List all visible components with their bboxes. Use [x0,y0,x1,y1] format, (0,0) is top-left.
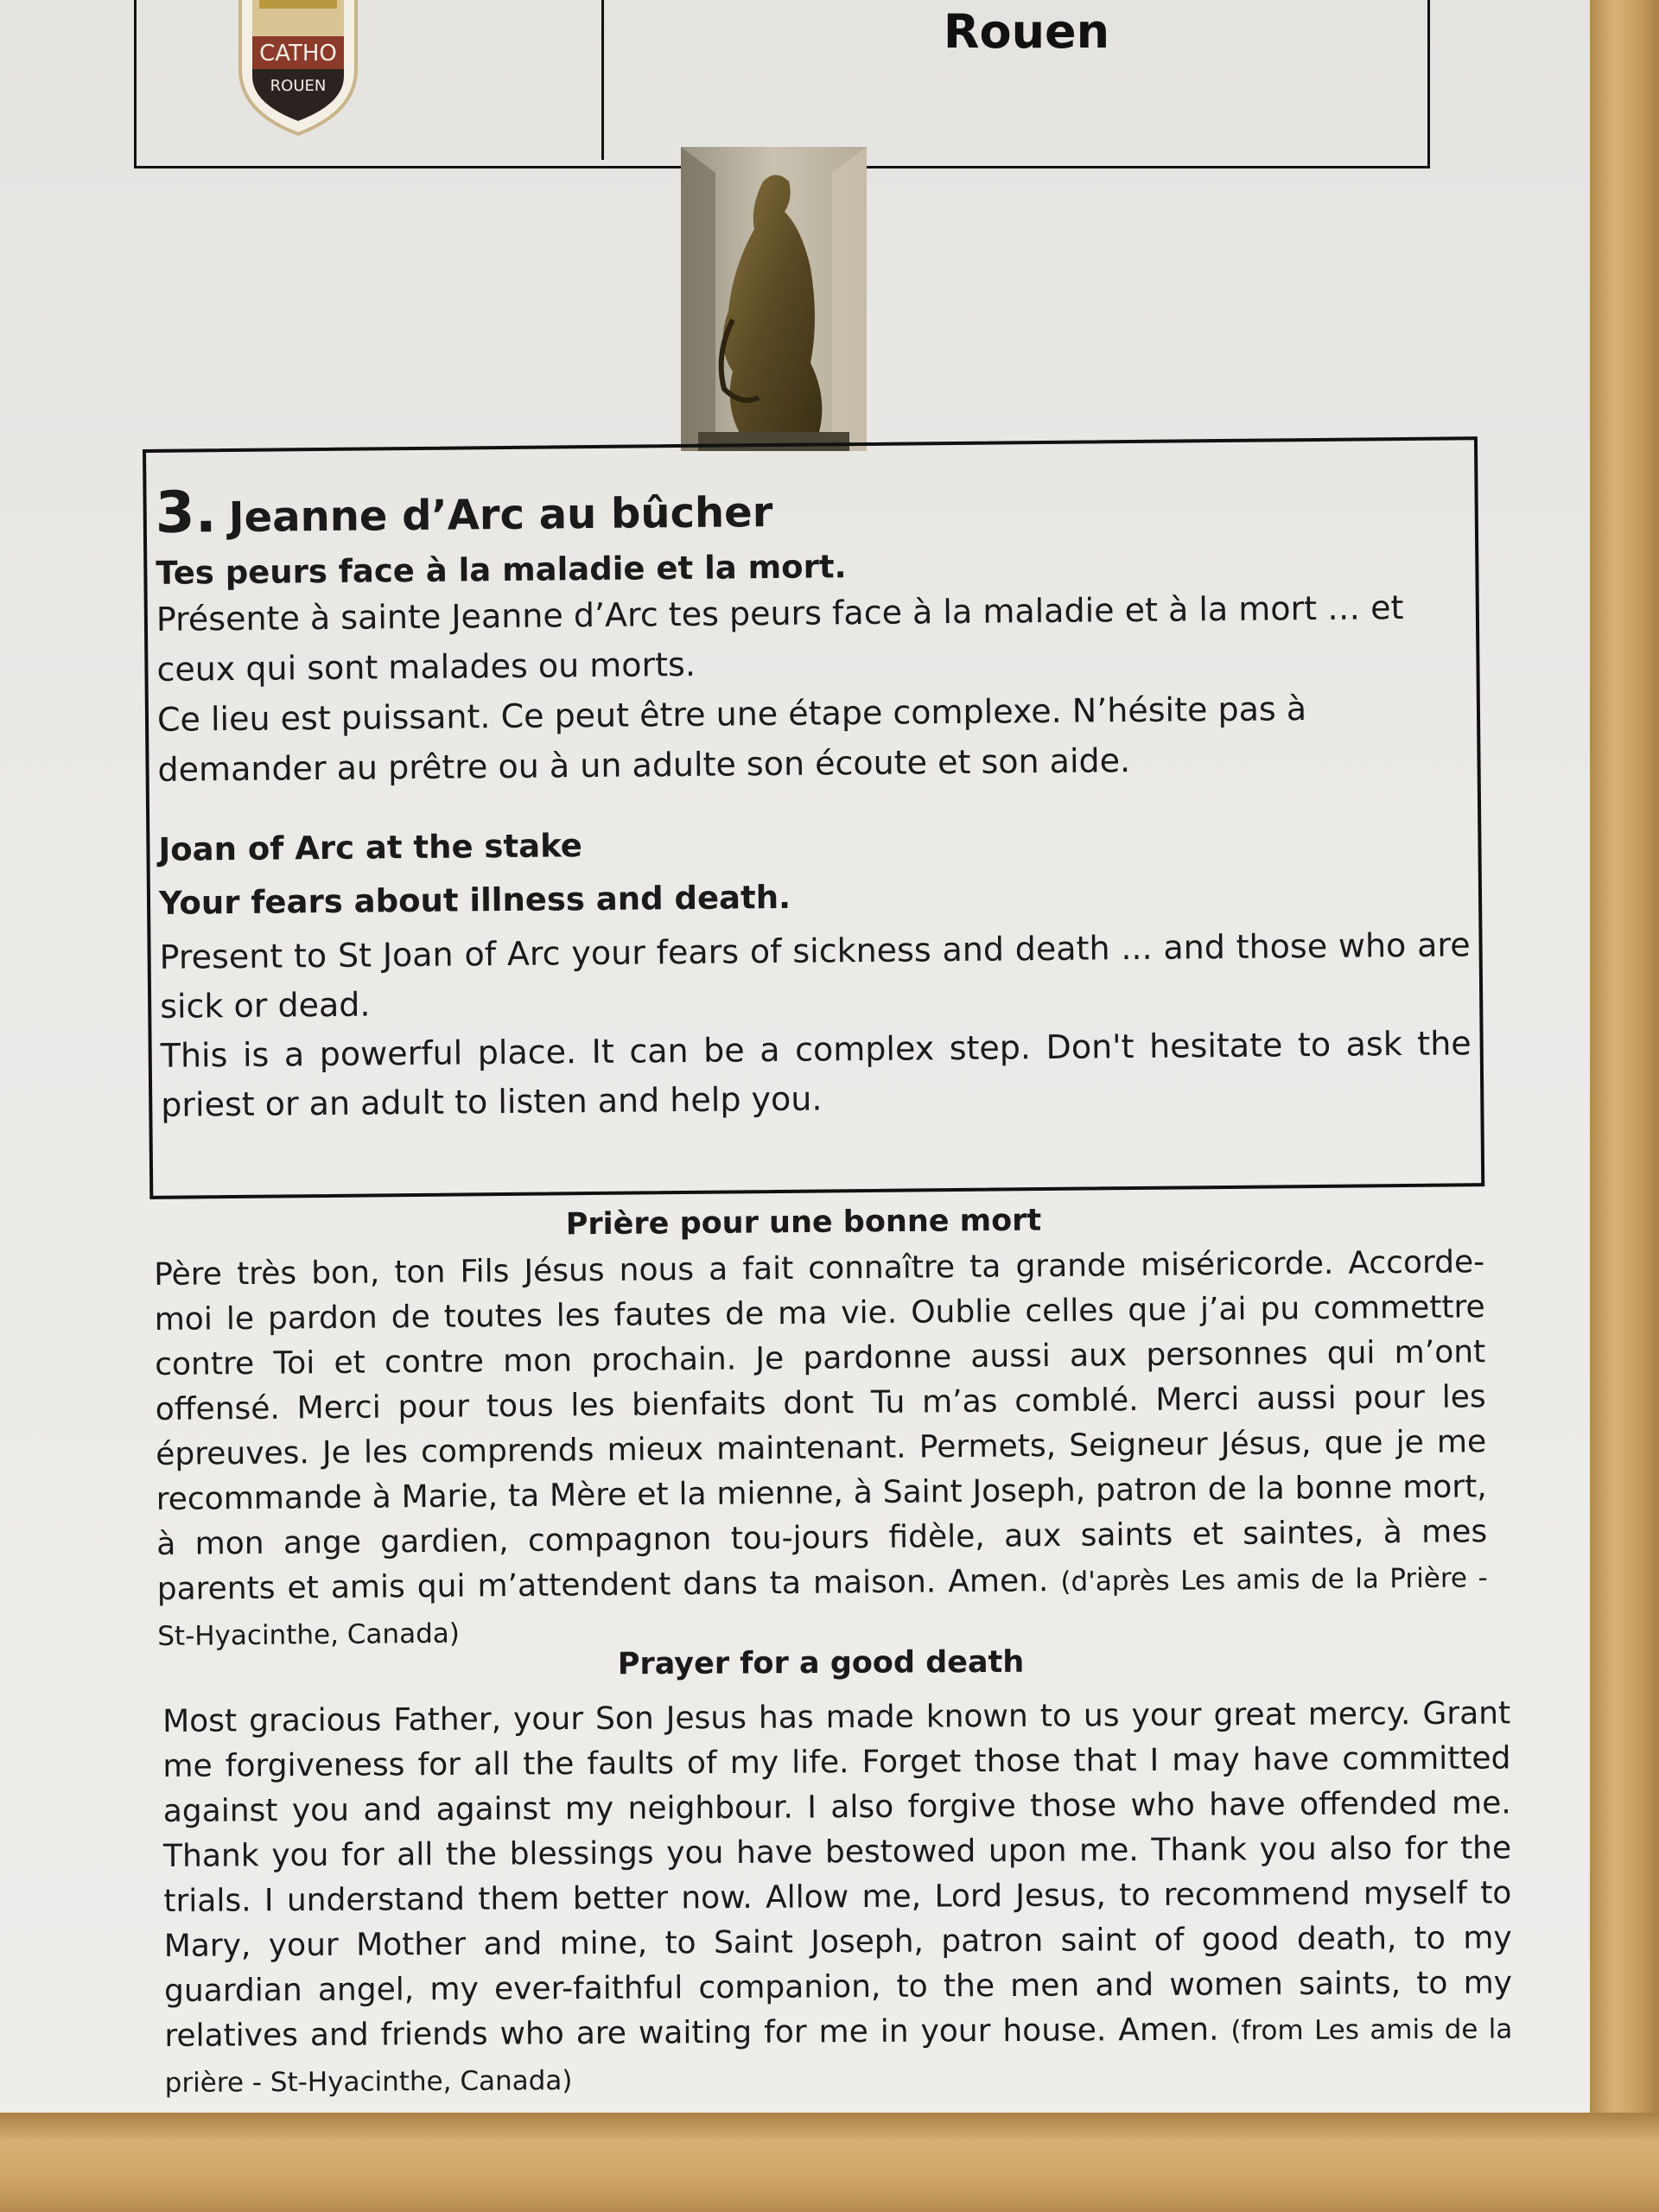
station-title-en: Joan of Arc at the stake [158,827,583,868]
station-subtitle-fr: Tes peurs face à la maladie et la mort. [156,548,847,592]
prayer-en-text [162,1691,1513,2106]
prayer-en-body: Most gracious Father, your Son Jesus has made known to us your great mercy. Grant me forgiveness for all the faults of my life. Forget those that I may have committed against you and against my neighbour. I also forgive those who have offended me. Thank you for all the blessings you have bestowed upon me. Thank you also for the trials. I understand them better now. Allow me, Lord Jesus, to recommend myself to Mary, your Mother and mine, to Saint Joseph, patron saint of good death, to my guardian angel, my ever-faithful companion, to the men and women saints, to my relatives and friends who are waiting for me in your house. Amen. [162,1695,1513,2054]
station-body-fr-2: Ce lieu est puissant. Ce peut être une étape complexe. N’hésite pas à demander au prêtre ou à un adulte son écoute et son aide. [156,690,1307,789]
prayer-en-heading: Prayer for a good death [617,1644,1025,1682]
catho-rouen-logo [233,0,363,138]
header-divider [601,0,604,160]
statue-photo [681,147,867,451]
station-subtitle-en: Your fears about illness and death. [158,878,791,922]
prayer-fr-heading: Prière pour une bonne mort [565,1203,1042,1243]
wooden-frame-right [1590,0,1659,2212]
station-body-en-2: This is a powerful place. It can be a complex step. Don't hesitate to ask the priest or an adult to listen and help you. [160,1024,1471,1124]
prayer-fr-text [154,1240,1488,1659]
logo-line1: CATHO [259,41,337,67]
station-title-fr: Jeanne d’Arc au bûcher [228,488,773,543]
station-box [143,436,1484,1199]
prayer-fr-source: (d'après Les amis de la Prière - St-Hyacinthe, Canada) [157,1562,1488,1652]
wooden-frame-bottom [0,2113,1659,2212]
station-body-en: Present to St Joan of Arc your fears of sickness and death ... and those who are sick or dead. [159,925,1471,1026]
station-body-fr: Présente à sainte Jeanne d’Arc tes peurs face à la maladie et à la mort … et ceux qui sont malades ou morts. [156,588,1404,689]
logo-line2: ROUEN [270,77,327,95]
station-heading [155,474,1466,544]
prayer-fr-body: Père très bon, ton Fils Jésus nous a fait connaître ta grande miséricorde. Accorde- moi le pardon de toutes les fautes de ma vie. Oublie celles que j’ai pu commettre contre Toi et contre mon prochain. Je pardonne aussi aux personnes qui m’ont offensé. Merci pour tous les bienfaits dont Tu m’as comblé. Merci aussi pour les épreuves. Je les comprends mieux maintenant. Permets, Seigneur Jésus, que je me recommande à Marie, ta Mère et la mienne, à Saint Joseph, patron de la bonne mort, à mon ange gardien, compagnon tou-jours fidèle, aux saints et saintes, à mes parents et amis qui m’attendent dans ta maison. Amen. [154,1244,1488,1607]
prayer-en-source: (from Les amis de la prière - St-Hyacinthe, Canada) [164,2013,1513,2099]
header-title: Rouen [943,4,1110,59]
station-number: 3. [155,479,218,546]
